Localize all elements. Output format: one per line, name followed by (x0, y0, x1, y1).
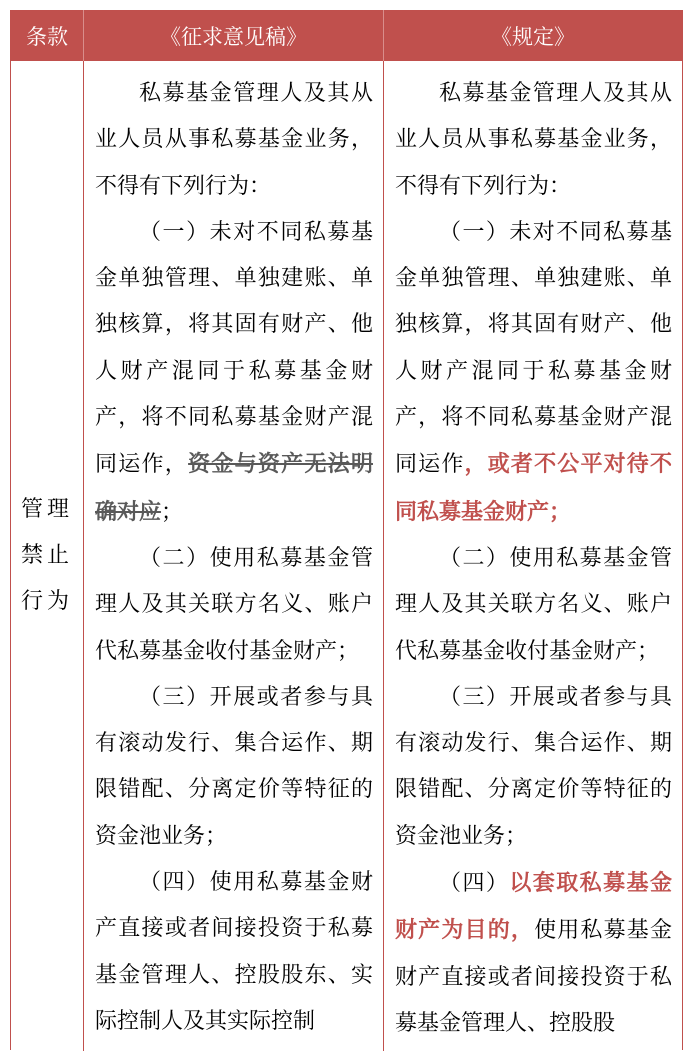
draft-paragraph-5: （四）使用私募基金财产直接或者间接投资于私募基金管理人、控股股东、实际控制人及其实际控制 (95, 870, 373, 1034)
final-paragraph-4: （三）开展或者参与具有滚动发行、集合运作、期限错配、分离定价等特征的资金池业务； (395, 684, 672, 849)
final-text-cell (384, 61, 682, 1051)
clause-line-3: 行为 (20, 589, 73, 614)
draft-paragraph-1: 私募基金管理人及其从业人员从事私募基金业务，不得有下列行为： (95, 81, 373, 199)
final-paragraph-3: （二）使用私募基金管理人及其关联方名义、账户代私募基金收付基金财产； (395, 545, 672, 664)
inserted-text-2: 以套取私募基金财产为目的， (395, 870, 672, 944)
clause-line-1: 管理 (20, 497, 73, 522)
header-clause: 条款 (11, 10, 84, 61)
draft-item-1-end: ； (161, 499, 184, 525)
draft-paragraph-4: （三）开展或者参与具有滚动发行、集合运作、期限错配、分离定价等特征的资金池业务； (95, 684, 373, 849)
clause-cell (11, 61, 84, 1051)
final-paragraph-5 (395, 860, 672, 1047)
final-paragraph-2 (395, 210, 672, 536)
final-paragraph-1: 私募基金管理人及其从业人员从事私募基金业务，不得有下列行为： (395, 81, 672, 199)
inserted-text-1: ，或者不公平对待不同私募基金财产； (395, 451, 672, 525)
draft-item-1-text: （一）未对不同私募基金单独管理、单独建账、单独核算，将其固有财产、他人财产混同于私募基金财产，将不同私募基金财产混同运作， (95, 219, 373, 478)
final-item-1-text: （一）未对不同私募基金单独管理、单独建账、单独核算，将其固有财产、他人财产混同于私募基金财产，将不同私募基金财产混同运作 (395, 219, 672, 478)
draft-paragraph-2 (95, 210, 373, 536)
table-row (11, 61, 682, 1051)
header-final: 《规定》 (491, 24, 575, 49)
comparison-table (10, 10, 683, 1050)
draft-text-cell (84, 61, 384, 1051)
header-draft: 《征求意见稿》 (84, 10, 384, 61)
draft-paragraph-3: （二）使用私募基金管理人及其关联方名义、账户代私募基金收付基金财产； (95, 545, 373, 664)
final-item-4-text: 使用私募基金财产直接或者间接投资于私募基金管理人、控股股 (395, 918, 672, 1036)
table-header (11, 10, 682, 61)
clause-line-2: 禁止 (20, 543, 73, 568)
final-item-4-prefix: （四） (439, 871, 510, 897)
deleted-text: 资金与资产无法明确对应 (95, 451, 373, 525)
clause-label (21, 487, 73, 625)
